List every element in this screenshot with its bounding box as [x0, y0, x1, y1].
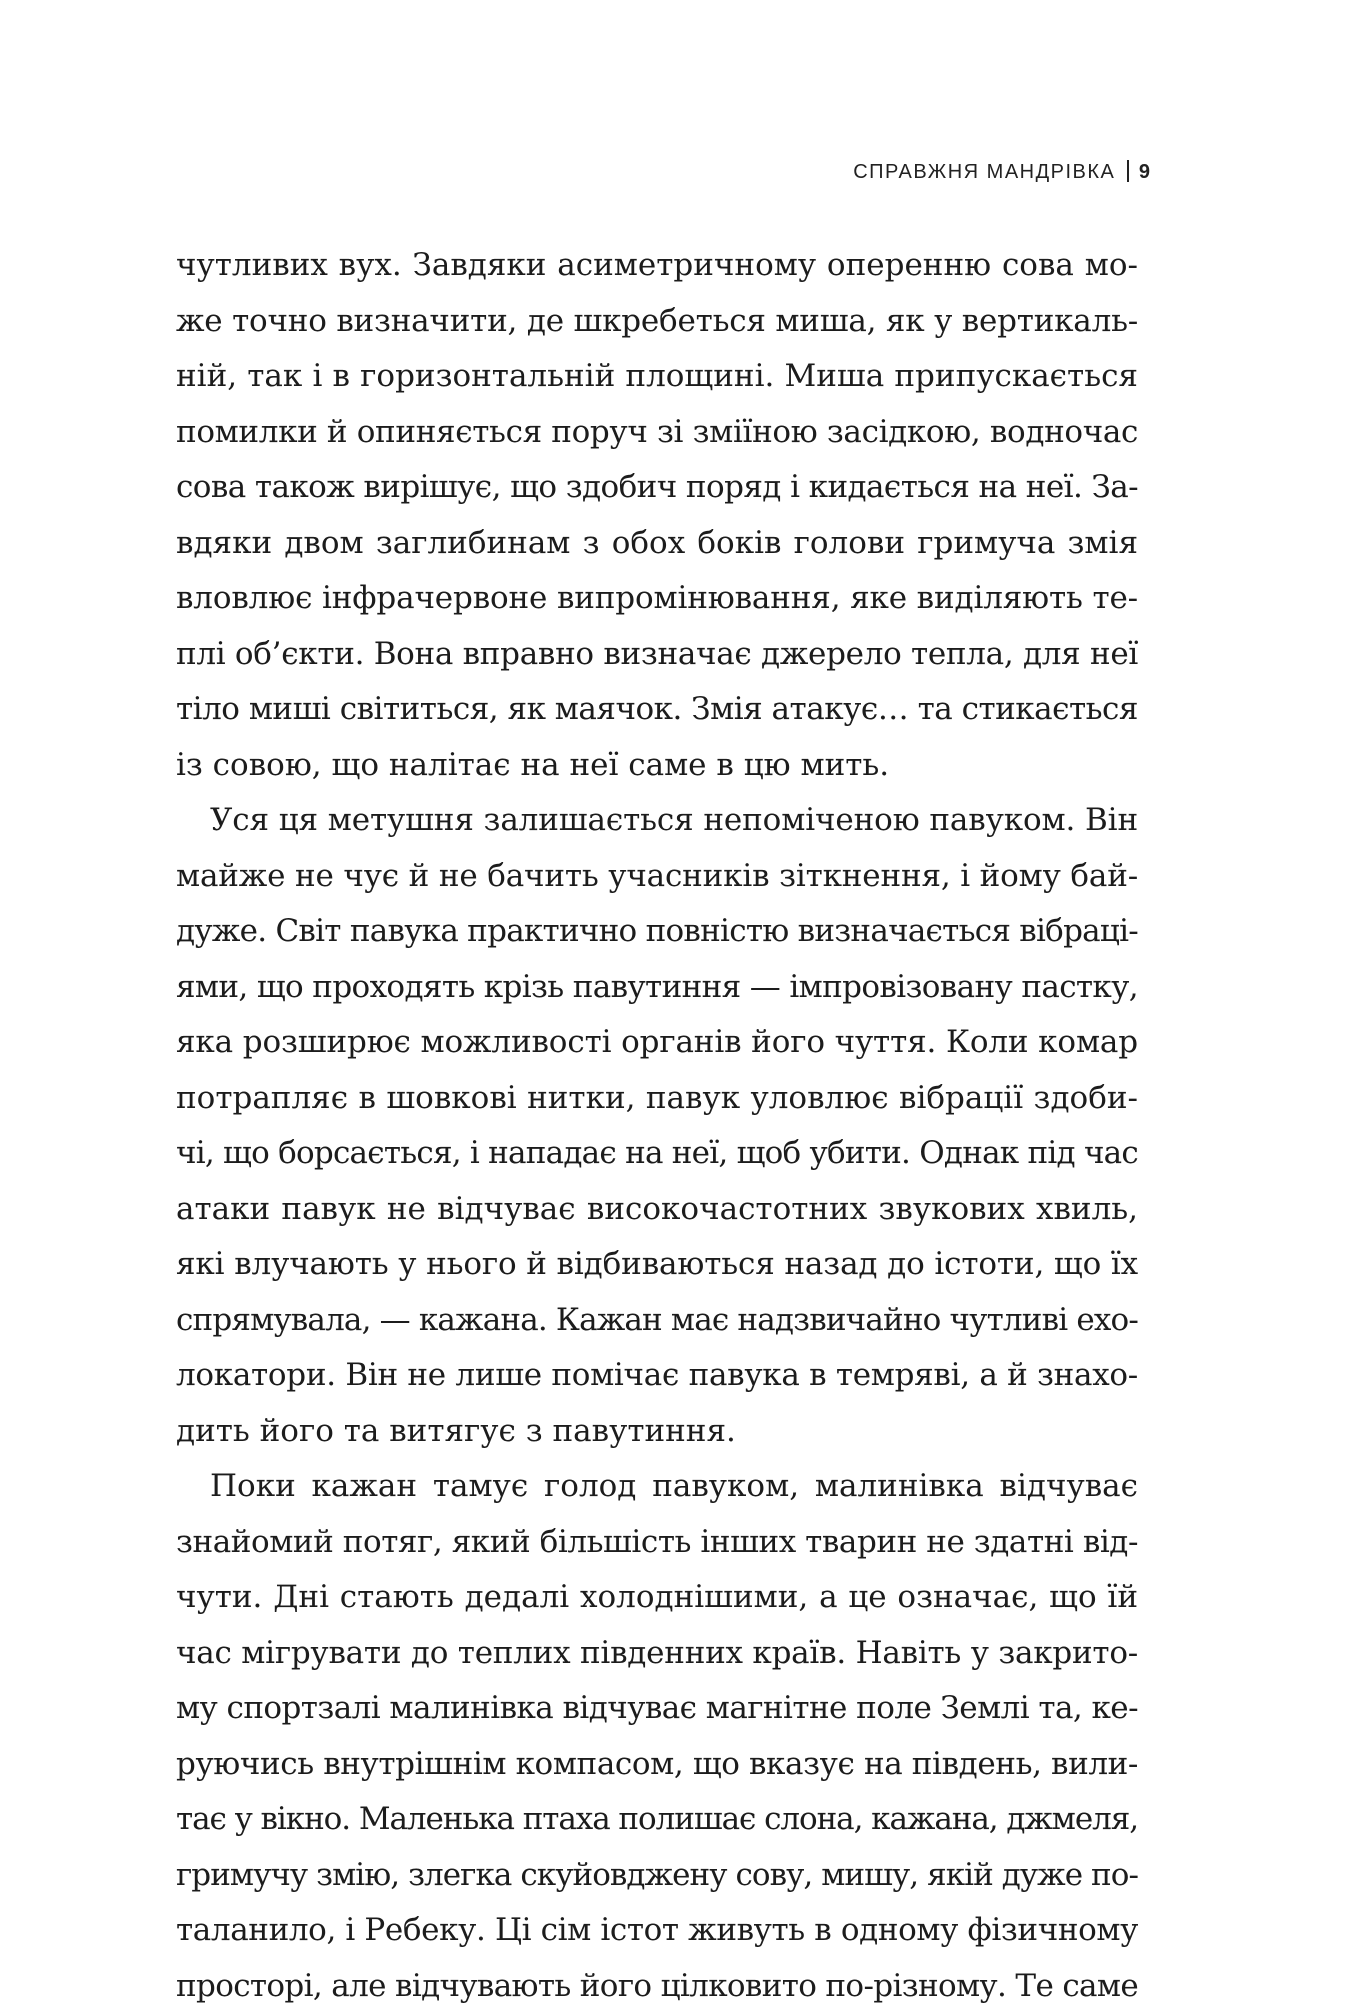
header-divider [1127, 160, 1129, 182]
text-line: чутливих вух. Завдяки асиметричному оперенню сова мо- [176, 238, 1138, 294]
paragraph [176, 793, 1138, 1459]
text-line: майже не чує й не бачить учасників зіткнення, і йому бай- [176, 849, 1138, 905]
text-line: вловлює інфрачервоне випромінювання, яке виділяють те- [176, 571, 1138, 627]
paragraph [176, 238, 1138, 793]
text-line: тає у вікно. Маленька птаха полишає слона, кажана, джмеля, [176, 1792, 1138, 1848]
text-line: руючись внутрішнім компасом, що вказує на південь, вили- [176, 1737, 1138, 1793]
text-line: дуже. Світ павука практично повністю визначається вібраці- [176, 904, 1138, 960]
text-line: знайомий потяг, який більшість інших тварин не здатні від- [176, 1515, 1138, 1571]
text-line: із совою, що налітає на неї саме в цю мить. [176, 738, 1138, 794]
running-title: СПРАВЖНЯ МАНДРІВКА [853, 161, 1115, 183]
page-number: 9 [1139, 161, 1150, 183]
text-line: потрапляє в шовкові нитки, павук уловлює вібрації здоби- [176, 1071, 1138, 1127]
body-text [176, 238, 1138, 2014]
text-line: Поки кажан тамує голод павуком, малинівка відчуває [176, 1459, 1138, 1515]
text-line: локатори. Він не лише помічає павука в темряві, а й знахо- [176, 1348, 1138, 1404]
text-line: спрямувала, — кажана. Кажан має надзвичайно чутливі ехо- [176, 1293, 1138, 1349]
text-line: му спортзалі малинівка відчуває магнітне поле Землі та, ке- [176, 1681, 1138, 1737]
text-line: атаки павук не відчуває високочастотних звукових хвиль, [176, 1182, 1138, 1238]
text-line: чі, що борсається, і нападає на неї, щоб убити. Однак під час [176, 1126, 1138, 1182]
text-line: помилки й опиняється поруч зі зміїною засідкою, водночас [176, 405, 1138, 461]
text-line: які влучають у нього й відбиваються назад до істоти, що їх [176, 1237, 1138, 1293]
text-line: дить його та витягує з павутиння. [176, 1404, 1138, 1460]
text-line: же точно визначити, де шкребеться миша, як у вертикаль- [176, 294, 1138, 350]
text-line: Уся ця метушня залишається непоміченою павуком. Він [176, 793, 1138, 849]
text-line: яка розширює можливості органів його чуття. Коли комар [176, 1015, 1138, 1071]
text-line: гримучу змію, злегка скуйовджену сову, мишу, якій дуже по- [176, 1848, 1138, 1904]
text-line: плі об’єкти. Вона вправно визначає джерело тепла, для неї [176, 627, 1138, 683]
text-line: час мігрувати до теплих південних країв. Навіть у закрито- [176, 1626, 1138, 1682]
text-line: сова також вирішує, що здобич поряд і кидається на неї. За- [176, 460, 1138, 516]
paragraph [176, 1459, 1138, 2014]
text-line: вдяки двом заглибинам з обох боків голови гримуча змія [176, 516, 1138, 572]
text-line: просторі, але відчувають його цілковито по-різному. Те саме [176, 1959, 1138, 2014]
text-line: ній, так і в горизонтальній площині. Миша припускається [176, 349, 1138, 405]
text-line: ями, що проходять крізь павутиння — імпровізовану пастку, [176, 960, 1138, 1016]
text-line: тіло миші світиться, як маячок. Змія атакує… та стикається [176, 682, 1138, 738]
running-head [853, 160, 1150, 184]
text-line: таланило, і Ребеку. Ці сім істот живуть в одному фізичному [176, 1903, 1138, 1959]
text-line: чути. Дні стають дедалі холоднішими, а це означає, що їй [176, 1570, 1138, 1626]
